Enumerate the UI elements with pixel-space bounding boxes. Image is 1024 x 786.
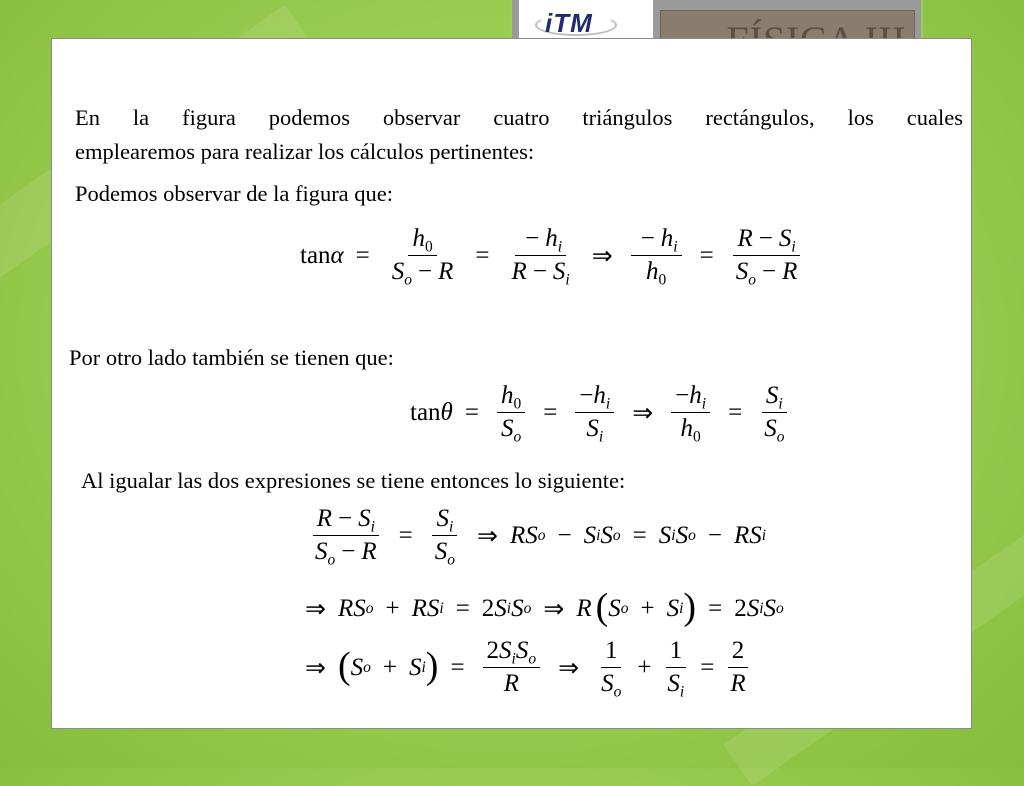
minus-sign: − xyxy=(525,225,540,252)
subscript: o xyxy=(776,428,785,446)
logo-mark: iTM xyxy=(545,8,593,38)
r-var: R xyxy=(733,521,750,549)
s-var: S xyxy=(511,595,524,622)
fraction xyxy=(726,637,749,698)
subscript: i xyxy=(778,395,783,413)
s-var: S xyxy=(763,595,776,622)
theta-symbol: θ xyxy=(440,398,453,426)
s-var: S xyxy=(600,521,613,549)
s-var: S xyxy=(746,595,760,622)
subscript: i xyxy=(598,428,604,446)
paragraph-4: Al igualar las dos expresiones se tiene entonces lo siguiente: xyxy=(81,468,626,493)
implies-arrow-icon: ⇒ xyxy=(632,399,654,427)
r-var: R xyxy=(737,225,753,252)
subscript: o xyxy=(528,650,537,668)
implies-arrow-icon: ⇒ xyxy=(477,522,498,550)
minus-sign: − xyxy=(532,258,547,285)
fraction xyxy=(431,505,459,569)
r-var: R xyxy=(337,595,354,622)
s-var: S xyxy=(525,521,538,549)
s-var: S xyxy=(778,225,792,252)
equals-sign: = xyxy=(728,398,743,426)
equals-sign: = xyxy=(699,241,714,269)
subscript: o xyxy=(327,551,336,569)
h-var: h xyxy=(500,382,514,409)
h-var: h xyxy=(646,258,659,285)
s-var: S xyxy=(735,258,749,285)
subscript: o xyxy=(748,271,756,289)
fraction xyxy=(575,382,614,446)
number: 1 xyxy=(669,637,683,664)
subscript: i xyxy=(701,395,707,413)
s-var: S xyxy=(391,258,405,285)
implies-arrow-icon: ⇒ xyxy=(591,242,613,270)
subscript: o xyxy=(404,271,413,289)
equals-sign: = xyxy=(543,398,558,426)
s-var: S xyxy=(601,670,614,697)
h-var: h xyxy=(412,225,425,252)
equals-sign: = xyxy=(708,595,723,622)
left-paren: ( xyxy=(337,644,351,687)
plus-sign: + xyxy=(637,653,652,681)
subscript: i xyxy=(565,271,570,289)
paragraph-1-line-2: emplearemos para realizar los cálculos pertinentes: xyxy=(75,139,535,164)
paragraph-2: Podemos observar de la figura que: xyxy=(75,181,394,206)
implies-arrow-icon: ⇒ xyxy=(558,654,580,682)
s-var: S xyxy=(658,521,672,549)
fraction xyxy=(597,637,625,701)
s-var: S xyxy=(667,670,680,697)
subscript: i xyxy=(791,238,796,256)
r-var: R xyxy=(316,505,332,532)
implies-arrow-icon: ⇒ xyxy=(543,596,565,623)
fraction xyxy=(732,225,802,289)
paragraph-1-line-1: En la figura podemos observar cuatro triángulos rectángulos, los cuales xyxy=(75,105,963,130)
r-var: R xyxy=(576,595,592,622)
s-var: S xyxy=(552,258,566,285)
fraction xyxy=(760,382,788,446)
subscript: o xyxy=(613,683,622,701)
equals-sign: = xyxy=(632,521,647,549)
equation-tan-alpha xyxy=(300,225,807,289)
s-var: S xyxy=(764,415,777,442)
s-var: S xyxy=(583,521,597,549)
equation-expansion: ⇒ R S o + R S i = 2 S i S o ⇒ R ( S o + S i ) = 2 S i S o xyxy=(305,586,784,628)
s-var: S xyxy=(358,505,371,532)
h-var: h xyxy=(680,415,693,442)
implies-arrow-icon: ⇒ xyxy=(305,596,326,623)
subscript: i xyxy=(370,518,375,536)
fraction xyxy=(671,382,710,446)
left-paren: ( xyxy=(595,586,609,628)
s-var: S xyxy=(675,521,689,549)
subscript: i xyxy=(605,395,611,413)
subscript: o xyxy=(447,551,455,569)
paragraph-3: Por otro lado también se tienen que: xyxy=(69,345,394,370)
equals-sign: = xyxy=(398,521,413,549)
h-var: h xyxy=(689,382,702,409)
s-var: S xyxy=(434,538,448,565)
subscript: 0 xyxy=(658,271,667,289)
equation-final: ⇒ ( S o + S i ) = $\frac{2S_iS_o}{R}$ ⇒ $\frac{1}{S_o}$ + $\frac{1}{S_i}$ = $\frac{2}{R}$ xyxy=(305,637,756,698)
minus-sign: − xyxy=(761,258,777,285)
s-var: S xyxy=(749,521,762,549)
r-var: R xyxy=(438,258,454,285)
r-var: R xyxy=(730,670,746,697)
s-var: S xyxy=(353,595,366,622)
s-var: S xyxy=(350,653,364,681)
plus-sign: + xyxy=(385,595,400,622)
subscript: i xyxy=(673,238,678,256)
plus-sign: + xyxy=(640,595,655,622)
equals-sign: = xyxy=(355,241,370,269)
h-var: h xyxy=(593,382,606,409)
s-var: S xyxy=(436,505,449,532)
fraction xyxy=(388,225,458,289)
number: 2 xyxy=(731,637,745,664)
alpha-symbol: α xyxy=(330,241,344,269)
minus-sign: − xyxy=(579,382,594,409)
r-var: R xyxy=(511,258,527,285)
tan-function: tan xyxy=(410,398,441,426)
h-var: h xyxy=(660,225,674,252)
s-var: S xyxy=(426,595,440,622)
subscript: 0 xyxy=(693,428,701,446)
s-var: S xyxy=(765,382,779,409)
subscript: 0 xyxy=(513,395,522,413)
tan-function: tan xyxy=(300,241,331,269)
r-var: R xyxy=(509,521,526,549)
implies-arrow-icon: ⇒ xyxy=(305,654,326,682)
fraction xyxy=(663,637,688,701)
minus-sign: − xyxy=(418,258,433,285)
right-paren: ) xyxy=(683,586,697,628)
equals-sign: = xyxy=(450,653,465,681)
subscript: i xyxy=(557,238,563,256)
subscript: i xyxy=(448,518,454,536)
fraction xyxy=(483,637,541,698)
r-var: R xyxy=(782,258,798,285)
subscript: i xyxy=(511,650,516,668)
s-var: S xyxy=(499,637,512,664)
fraction xyxy=(311,505,381,569)
fraction xyxy=(508,225,574,289)
minus-sign: − xyxy=(640,225,655,252)
plus-sign: + xyxy=(382,653,397,681)
equals-sign: = xyxy=(475,241,490,269)
number: 2 xyxy=(481,595,495,622)
s-var: S xyxy=(608,595,621,622)
number: 1 xyxy=(604,637,618,664)
fraction xyxy=(497,382,525,446)
minus-sign: − xyxy=(675,382,690,409)
subscript: 0 xyxy=(424,238,433,256)
s-var: S xyxy=(515,637,529,664)
right-paren: ) xyxy=(425,644,439,687)
minus-sign: − xyxy=(557,521,572,549)
number: 2 xyxy=(734,595,747,622)
number: 2 xyxy=(486,637,500,664)
minus-sign: − xyxy=(338,505,353,532)
equals-sign: = xyxy=(464,398,479,426)
r-var: R xyxy=(411,595,427,622)
minus-sign: − xyxy=(707,521,722,549)
equals-sign: = xyxy=(700,653,715,681)
subscript: o xyxy=(513,428,522,446)
r-var: R xyxy=(503,670,519,697)
fraction xyxy=(631,225,682,289)
equation-equating: $\frac{R - S_i}{S_o - R}$ = $\frac{S_i}{S_o}$ ⇒ R S o − S i S o = S i S o − R S i xyxy=(305,505,766,566)
equation-tan-theta xyxy=(410,382,794,446)
s-var: S xyxy=(315,538,328,565)
equals-sign: = xyxy=(455,595,470,622)
h-var: h xyxy=(545,225,558,252)
s-var: S xyxy=(586,415,599,442)
s-var: S xyxy=(408,653,422,681)
s-var: S xyxy=(666,595,680,622)
s-var: S xyxy=(500,415,514,442)
s-var: S xyxy=(494,595,507,622)
minus-sign: − xyxy=(341,538,356,565)
minus-sign: − xyxy=(758,225,773,252)
r-var: R xyxy=(361,538,377,565)
subscript: i xyxy=(679,683,685,701)
